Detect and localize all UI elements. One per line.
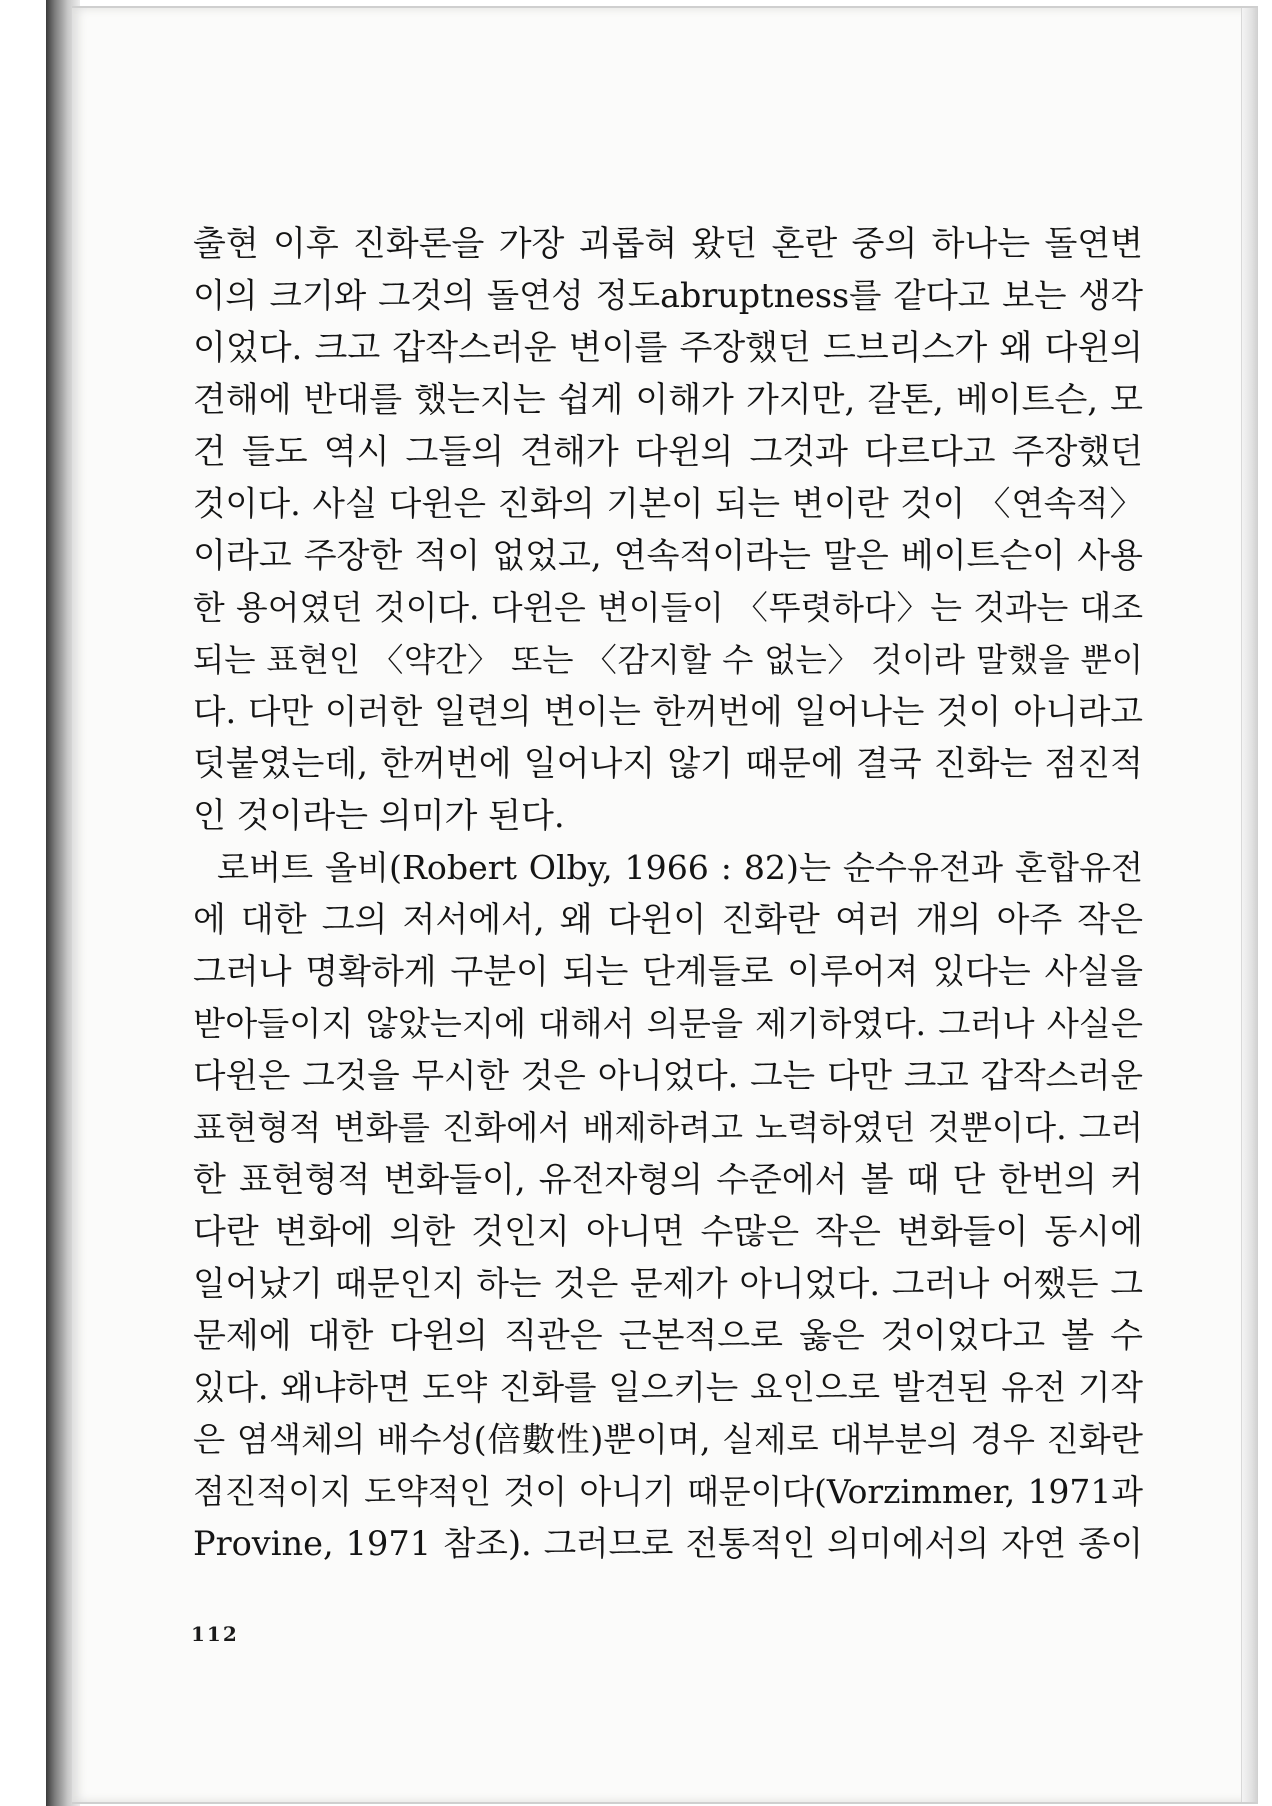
text-line: 에 대한 그의 저서에서, 왜 다윈이 진화란 여러 개의 아주 작은 [193,900,1143,940]
text-line: 이의 크기와 그것의 돌연성 정도abruptness를 같다고 보는 생각 [193,276,1143,315]
text-line: 견해에 반대를 했는지는 쉽게 이해가 가지만, 갈톤, 베이트슨, 모 [193,380,1143,420]
text-line: Provine, 1971 참조). 그러므로 전통적인 의미에서의 자연 종이 [193,1524,1143,1563]
text-line: 건 들도 역시 그들의 견해가 다윈의 그것과 다르다고 주장했던 [193,432,1143,472]
text-line: 덧붙였는데, 한꺼번에 일어나지 않기 때문에 결국 진화는 점진적 [193,744,1143,784]
text-line: 한 표현형적 변화들이, 유전자형의 수준에서 볼 때 단 한번의 커 [193,1160,1143,1200]
text-line: 출현 이후 진화론을 가장 괴롭혀 왔던 혼란 중의 하나는 돌연변 [193,224,1143,264]
text-line: 되는 표현인 〈약간〉 또는 〈감지할 수 없는〉 것이라 말했을 뿐이 [193,641,1143,679]
text-line: 은 염색체의 배수성(倍數性)뿐이며, 실제로 대부분의 경우 진화란 [193,1420,1143,1459]
body-text [193,218,1143,1570]
text-line: 일어났기 때문인지 하는 것은 문제가 아니었다. 그러나 어쨌든 그 [193,1264,1143,1303]
text-line: 다란 변화에 의한 것인지 아니면 수많은 작은 변화들이 동시에 [193,1212,1143,1252]
text-line: 한 용어였던 것이다. 다윈은 변이들이 〈뚜렷하다〉는 것과는 대조 [193,589,1143,627]
text-line: 이었다. 크고 갑작스러운 변이를 주장했던 드브리스가 왜 다윈의 [193,328,1143,368]
text-line: 점진적이지 도약적인 것이 아니기 때문이다(Vorzimmer, 1971과 [193,1472,1143,1511]
page-edge [1241,8,1258,1802]
text-line: 인 것이라는 의미가 된다. [193,796,565,836]
text-line: 있다. 왜냐하면 도약 진화를 일으키는 요인으로 발견된 유전 기작 [193,1368,1143,1407]
text-line: 이라고 주장한 적이 없었고, 연속적이라는 말은 베이트슨이 사용 [193,536,1143,576]
text-line: 그러나 명확하게 구분이 되는 단계들로 이루어져 있다는 사실을 [193,952,1143,992]
text-line: 다윈은 그것을 무시한 것은 아니었다. 그는 다만 크고 갑작스러운 [193,1056,1143,1095]
text-line: 것이다. 사실 다윈은 진화의 기본이 되는 변이란 것이 〈연속적〉 [193,484,1143,523]
text-line: 받아들이지 않았는지에 대해서 의문을 제기하였다. 그러나 사실은 [193,1004,1143,1043]
page-number: 112 [191,1622,239,1646]
text-line: 문제에 대한 다윈의 직관은 근본적으로 옳은 것이었다고 볼 수 [193,1316,1143,1356]
text-line: 표현형적 변화를 진화에서 배제하려고 노력하였던 것뿐이다. 그러 [193,1108,1143,1147]
text-line: 로버트 올비(Robert Olby, 1966 : 82)는 순수유전과 혼합유전 [217,848,1143,887]
text-line: 다. 다만 이러한 일련의 변이는 한꺼번에 일어나는 것이 아니라고 [193,692,1143,731]
